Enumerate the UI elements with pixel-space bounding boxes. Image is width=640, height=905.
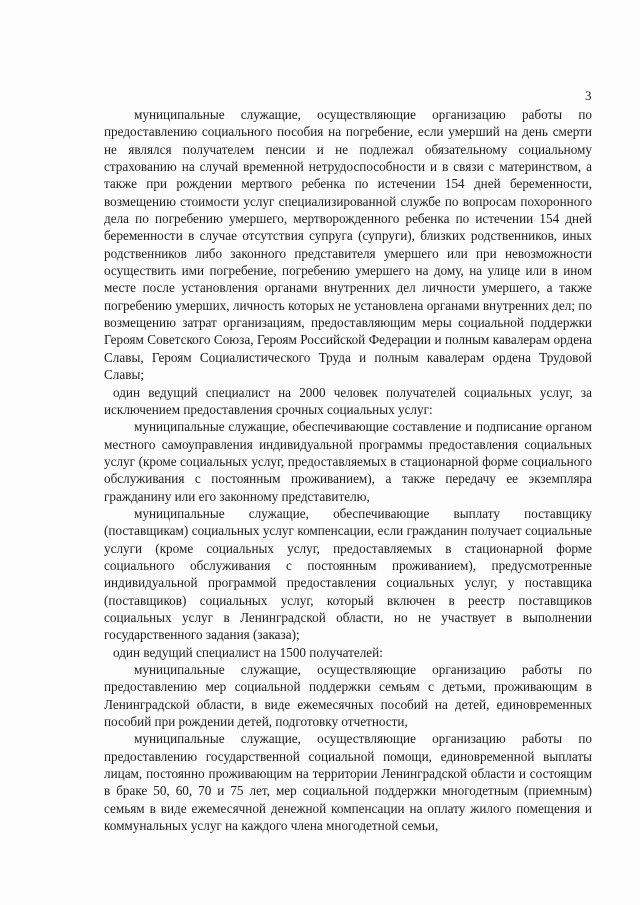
paragraph: один ведущий специалист на 1500 получателей: [113,644,383,660]
page-number: 3 [585,88,592,103]
paragraph: муниципальные служащие, обеспечивающие выплату поставщику (поставщикам) социальных услуг компенсации, если гражданин получает социальные услуги (кроме социальных услуг, предоставляемых в стационарной форме социального обслуживания с постоянным проживанием), предусмотренные индивидуальной программой предоставления социальных услуг, у поставщика (поставщиков) социальных услуг, который включен в реестр поставщиков социальных услуг в Ленинградской области, но не участвует в выполнении государственного задания (заказа); [104,505,592,643]
paragraph: муниципальные служащие, осуществляющие организацию работы по предоставлению социального пособия на погребение, если умерший на день смерти не являлся получателем пенсии и не подлежал обязательному социальному страхованию на случай временной нетрудоспособности и в связи с материнством, а также при рождении мертвого ребенка по истечении 154 дней беременности, возмещению стоимости услуг специализированной службе по вопросам похоронного дела по погребению умершего, мертворожденного ребенка по истечении 154 дней беременности в случае отсутствия супруга (супруги), близких родственников, иных родственников либо законного представителя умершего или при невозможности осуществить ими погребение, погребению умершего на дому, на улице или в ином месте после установления органами внутренних дел личности умершего, а также погребению умерших, личность которых не установлена органами внутренних дел; по возмещению затрат организациям, предоставляющим меры социальной поддержки Героям Советского Союза, Героям Российской Федерации и полным кавалерам ордена Славы, Героям Социалистического Труда и полным кавалерам ордена Трудовой Славы; [104,107,592,383]
paragraph: муниципальные служащие, осуществляющие организацию работы по предоставлению мер социальной поддержки семьям с детьми, проживающим в Ленинградской области, в виде ежемесячных пособий на детей, единовременных пособий при рождении детей, подготовку отчетности, [104,662,592,730]
paragraph: муниципальные служащие, обеспечивающие составление и подписание органом местного самоуправления индивидуальной программы предоставления социальных услуг (кроме социальных услуг, предоставляемых в стационарной форме социального обслуживания с постоянным проживанием), а также передачу ее экземпляра гражданину или его законному представителю, [104,419,592,504]
paragraph: один ведущий специалист на 2000 человек получателей социальных услуг, за исключением предоставления срочных социальных услуг: [104,384,592,417]
document-body [104,106,592,834]
paragraph: муниципальные служащие, осуществляющие организацию работы по предоставлению государственной социальной помощи, единовременной выплаты лицам, постоянно проживающим на территории Ленинградской области и состоящим в браке 50, 60, 70 и 75 лет, мер социальной поддержки многодетным (приемным) семьям в виде ежемесячной денежной компенсации на оплату жилого помещения и коммунальных услуг на каждого члена многодетной семьи, [104,731,592,834]
